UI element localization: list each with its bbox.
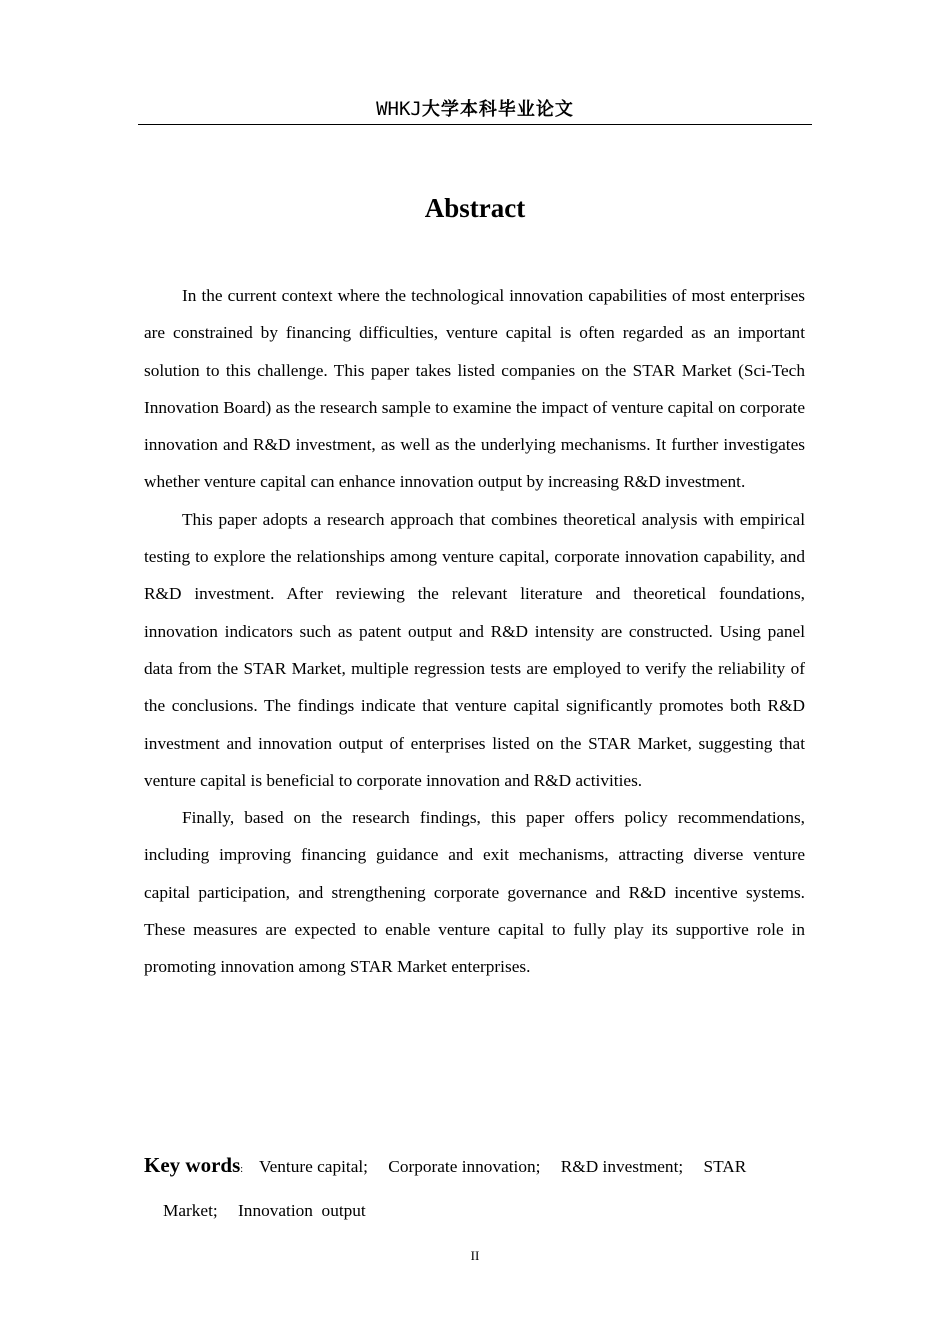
keyword-item: Corporate innovation; (388, 1157, 541, 1176)
running-header (138, 96, 812, 125)
header-chinese: 大学本科毕业论文 (421, 99, 574, 120)
keywords-section (144, 1145, 805, 1231)
page-number: II (470, 1248, 480, 1263)
abstract-title: Abstract (424, 193, 526, 223)
keywords-line-2 (144, 1190, 805, 1231)
abstract-paragraph-2: This paper adopts a research approach that combines theoretical analysis with empirical testing to explore the relationships among venture capital, corporate innovation capability, and R&D investment. After reviewing the relevant literature and theoretical foundations, innovation indicators such as patent output and R&D intensity are constructed. Using panel data from the STAR Market, multiple regression tests are employed to verify the reliability of the conclusions. The findings indicate that venture capital significantly promotes both R&D investment and innovation output of enterprises listed on the STAR Market, suggesting that venture capital is beneficial to corporate innovation and R&D activities. (144, 509, 805, 790)
keyword-item: R&D investment; (560, 1157, 684, 1176)
keyword-item: STAR (703, 1157, 747, 1176)
abstract-body (144, 277, 805, 986)
keyword-item: Market; (163, 1201, 218, 1220)
keyword-item: Venture capital; (259, 1157, 368, 1176)
keywords-line-1 (144, 1145, 805, 1190)
keywords-colon: : (240, 1164, 244, 1175)
header-latin: WHKJ (376, 98, 422, 120)
abstract-paragraph-3: Finally, based on the research findings, this paper offers policy recommendations, including improving financing guidance and exit mechanisms, attracting diverse venture capital participation, and strengthening corporate governance and R&D incentive systems. These measures are expected to enable venture capital to fully play its supportive role in promoting innovation among STAR Market enterprises. (144, 808, 805, 977)
abstract-paragraph-1: In the current context where the technological innovation capabilities of most enterprises are constrained by financing difficulties, venture capital is often regarded as an important solution to this challenge. This paper takes listed companies on the STAR Market (Sci-Tech Innovation Board) as the research sample to examine the impact of venture capital on corporate innovation and R&D investment, as well as the underlying mechanisms. It further investigates whether venture capital can enhance innovation output by increasing R&D investment. (144, 286, 805, 492)
keywords-label: Key words (144, 1153, 241, 1177)
keyword-item: Innovation output (238, 1201, 366, 1220)
